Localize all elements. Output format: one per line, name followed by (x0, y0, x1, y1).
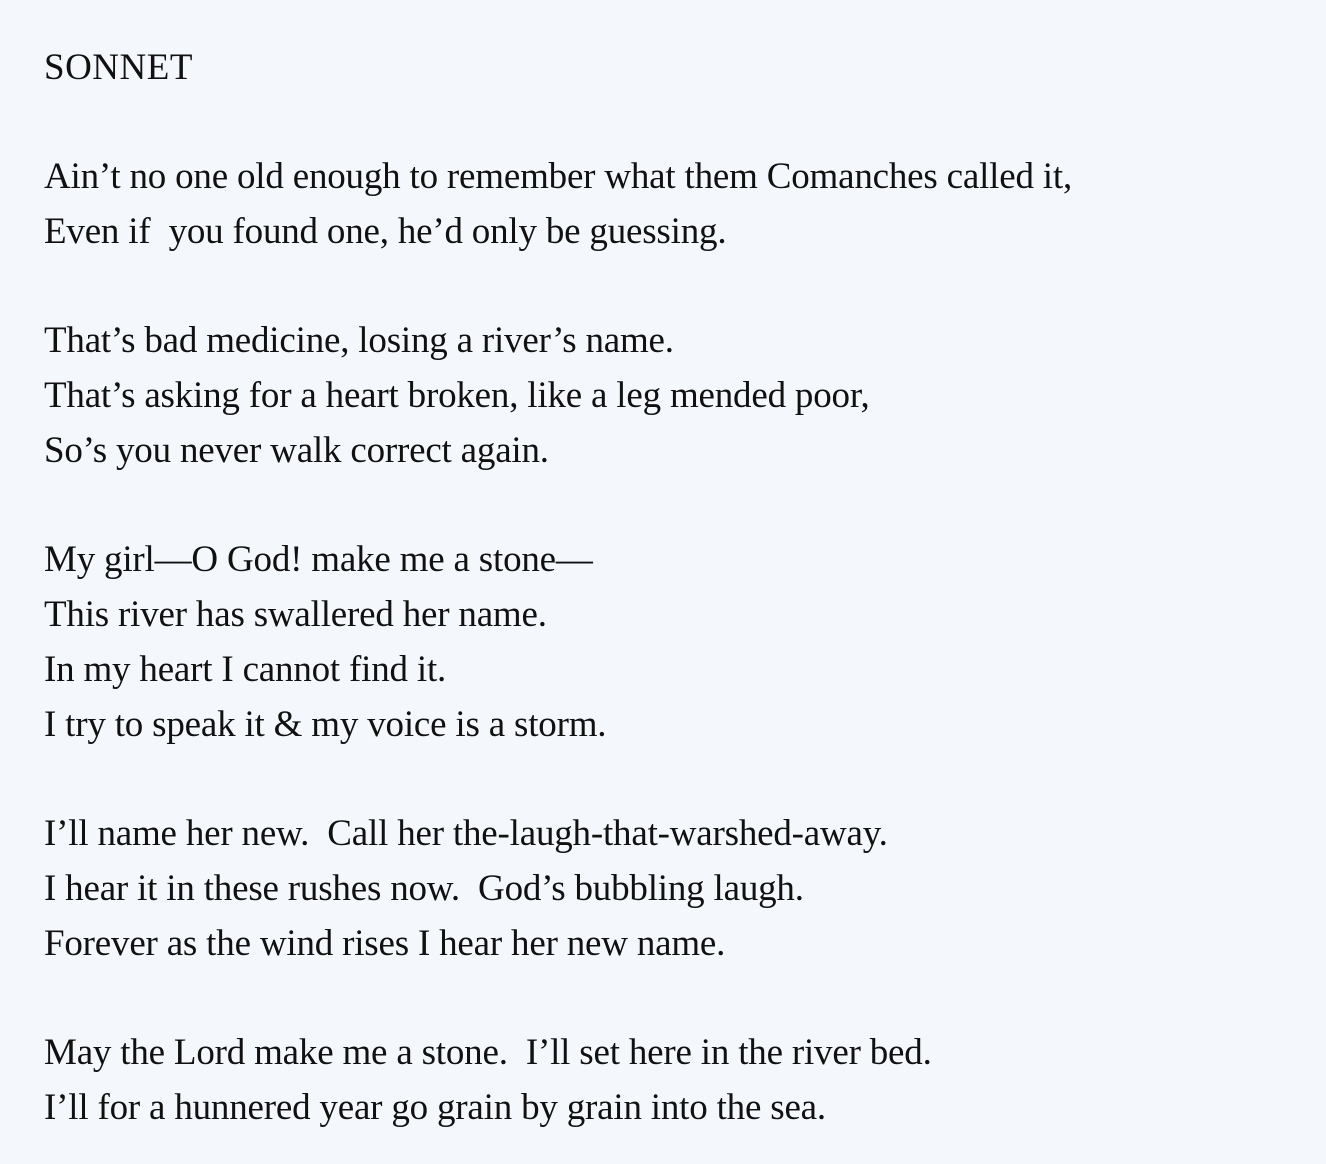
poem-line: I’ll for a hunnered year go grain by grain into the sea. (44, 1086, 826, 1128)
poem-line: May the Lord make me a stone. I’ll set here in the river bed. (44, 1032, 932, 1074)
poem-line: So’s you never walk correct again. (44, 429, 549, 471)
poem-line: I’ll name her new. Call her the-laugh-that-warshed-away. (44, 813, 888, 855)
poem-line: Ain’t no one old enough to remember what them Comanches called it, (44, 156, 1073, 197)
stanza-5 (44, 1026, 1304, 1135)
poem-line: That’s bad medicine, losing a river’s name. (44, 320, 674, 362)
poem-line: Even if you found one, he’d only be guessing. (44, 210, 727, 252)
stanza-2 (44, 314, 1304, 478)
poem-line: Forever as the wind rises I hear her new name. (44, 922, 726, 964)
poem-page (44, 41, 1304, 1136)
poem-line: My girl—O God! make me a stone— (44, 539, 593, 581)
poem-line: I try to speak it & my voice is a storm. (44, 703, 607, 745)
stanza-1 (44, 150, 1304, 259)
poem-line: This river has swallered her name. (44, 594, 547, 636)
stanza-3 (44, 533, 1304, 752)
poem-line: In my heart I cannot find it. (44, 648, 447, 690)
poem-line: That’s asking for a heart broken, like a leg mended poor, (44, 375, 870, 417)
poem-title: SONNET (44, 47, 193, 88)
stanza-4 (44, 807, 1304, 971)
poem-line: I hear it in these rushes now. God’s bubbling laugh. (44, 867, 804, 909)
